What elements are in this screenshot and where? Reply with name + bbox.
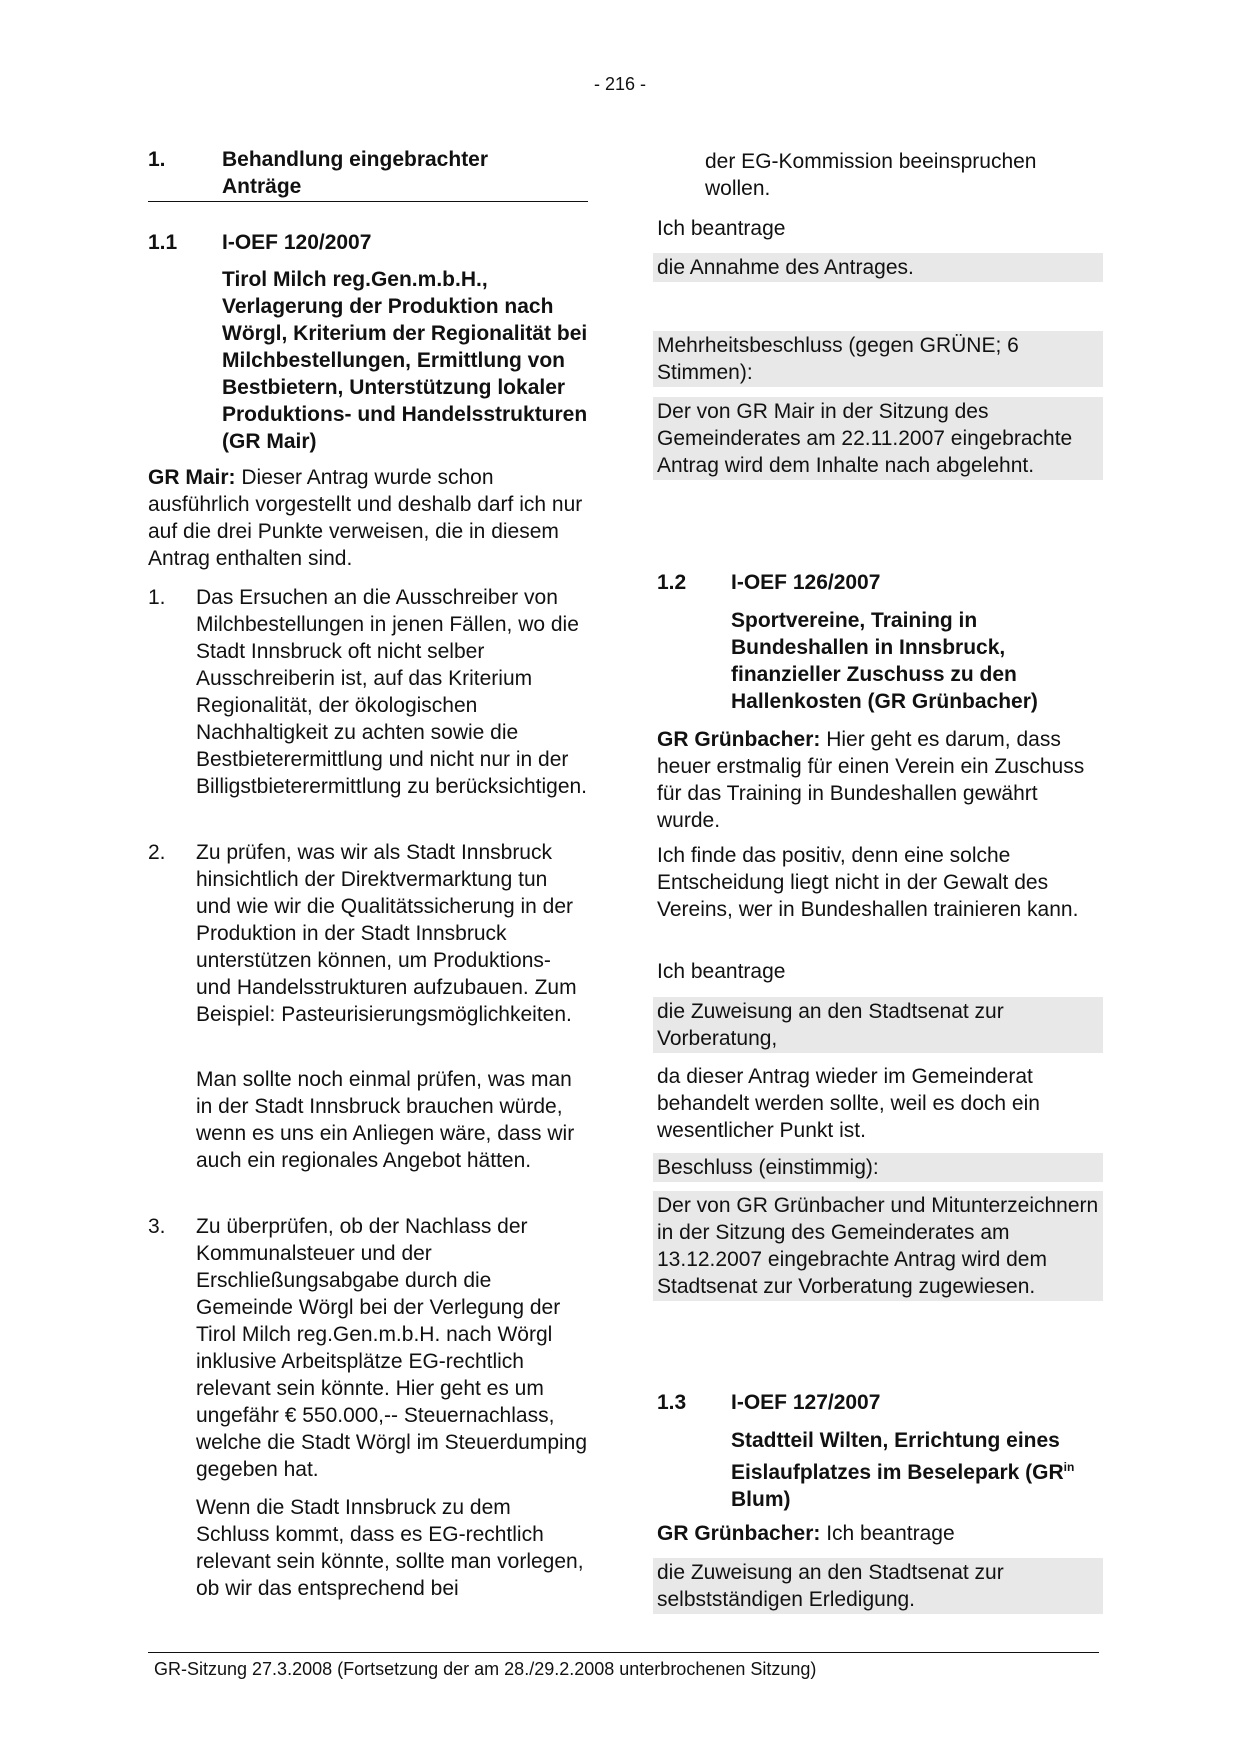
motion-text: die Zuweisung an den Stadtsenat zur selbstständigen Erledigung.	[653, 1558, 1103, 1614]
subsection-number: 1.3	[657, 1391, 687, 1414]
apply-text: Ich beantrage	[657, 960, 786, 983]
speech-paragraph: Ich finde das positiv, denn eine solche Entscheidung liegt nicht in der Gewalt des Vereins, wer in Bundeshallen trainieren kann.	[657, 844, 1079, 921]
intro-paragraph	[148, 464, 588, 572]
continued-text: der EG-Kommission beeinspruchen wollen.	[705, 150, 1037, 200]
apply-text: Ich beantrage	[657, 217, 786, 240]
list-number: 1.	[148, 586, 166, 609]
subsection-subject: Tirol Milch reg.Gen.m.b.H., Verlagerung der Produktion nach Wörgl, Kriterium der Regionalität bei Milchbestellungen, Ermittlung von Bestbietern, Unterstützung lokaler Produktions- und Handelsstrukturen (GR Mair)	[222, 268, 588, 453]
subsection-subject	[731, 1427, 1099, 1513]
decision-text: Der von GR Mair in der Sitzung des Gemeinderates am 22.11.2007 eingebrachte Antrag wird dem Inhalte nach abgelehnt.	[653, 397, 1103, 480]
intro-text: Dieser Antrag wurde schon ausführlich vorgestellt und deshalb darf ich nur auf die drei Punkte verweisen, die in diesem Antrag enthalten sind.	[148, 466, 583, 570]
list-item	[148, 839, 588, 1028]
subsection-number: 1.1	[148, 231, 178, 254]
speech-paragraph	[657, 1520, 1099, 1547]
list-item	[148, 584, 588, 800]
list-text: Zu überprüfen, ob der Nachlass der Kommunalsteuer und der Erschließungsabgabe durch die Gemeinde Wörgl bei der Verlegung der Tirol Milch reg.Gen.m.b.H. nach Wörgl inklusive Arbeitsplätze EG-rechtlich relevant sein könnte. Hier geht es um ungefähr € 550.000,-- Steuernachlass, welche die Stadt Wörgl im Steuerdumping gegeben hat.	[196, 1215, 588, 1481]
speech-text: Hier geht es darum, dass heuer erstmalig für einen Verein ein Zuschuss für das Training in Bundeshallen gewährt wurde.	[657, 728, 1085, 832]
list-number: 2.	[148, 841, 166, 864]
list-item	[148, 1494, 588, 1602]
subsection-subject: Sportvereine, Training in Bundeshallen in Innsbruck, finanzieller Zuschuss zu den Hallenkosten (GR Grünbacher)	[731, 609, 1038, 713]
footer-rule	[148, 1652, 1099, 1653]
decision-text: Der von GR Grünbacher und Mitunterzeichnern in der Sitzung des Gemeinderates am 13.12.2007 eingebrachte Antrag wird dem Stadtsenat zur Vorberatung zugewiesen.	[653, 1191, 1103, 1301]
page-number: - 216 -	[593, 74, 647, 94]
list-item	[148, 1213, 588, 1483]
reason-text: da dieser Antrag wieder im Gemeinderat behandelt werden sollte, weil es doch ein wesentlicher Punkt ist.	[657, 1065, 1040, 1142]
section-title: Behandlung eingebrachter Anträge	[222, 148, 489, 198]
subject-text: Stadtteil Wilten, Errichtung eines Eislaufplatzes im Beselepark (GR	[731, 1429, 1064, 1484]
section-number: 1.	[148, 148, 166, 171]
motion-text: die Zuweisung an den Stadtsenat zur Vorberatung,	[653, 997, 1103, 1053]
list-text: Zu prüfen, was wir als Stadt Innsbruck hinsichtlich der Direktvermarktung tun und wie wir die Qualitätssicherung in der Produktion in der Stadt Innsbruck unterstützen können, um Produktions- und Handelsstrukturen aufzubauen. Zum Beispiel: Pasteurisierungsmöglichkeiten.	[196, 841, 577, 1026]
speech-text: Ich beantrage	[826, 1522, 955, 1545]
list-text: Wenn die Stadt Innsbruck zu dem Schluss kommt, dass es EG-rechtlich relevant sein könnte, sollte man vorlegen, ob wir das entsprechend bei	[196, 1496, 584, 1600]
subsection-number: 1.2	[657, 571, 687, 594]
list-text: Man sollte noch einmal prüfen, was man in der Stadt Innsbruck brauchen würde, wenn es uns ein Anliegen wäre, dass wir auch ein regionales Angebot hätten.	[196, 1068, 575, 1172]
list-text: Das Ersuchen an die Ausschreiber von Milchbestellungen in jenen Fällen, wo die Stadt Innsbruck oft nicht selber Ausschreiberin ist, auf das Kriterium Regionalität, der ökologischen Nachhaltigkeit zu achten sowie die Bestbieterermittlung und nicht nur in der Billigstbieterermittlung zu berücksichtigen.	[196, 586, 588, 798]
speaker-name: GR Grünbacher:	[657, 728, 821, 751]
superscript: in	[1063, 1460, 1075, 1474]
subsection-code: I-OEF 120/2007	[222, 231, 372, 254]
list-item	[148, 1066, 588, 1174]
subsection-code: I-OEF 126/2007	[731, 571, 881, 594]
section-rule	[148, 201, 588, 202]
decision-heading: Beschluss (einstimmig):	[653, 1153, 1103, 1182]
speaker-name: GR Grünbacher:	[657, 1522, 821, 1545]
decision-heading: Mehrheitsbeschluss (gegen GRÜNE; 6 Stimmen):	[653, 331, 1103, 387]
speaker-name: GR Mair:	[148, 466, 236, 489]
subject-text: Blum)	[731, 1488, 791, 1511]
list-number: 3.	[148, 1215, 166, 1238]
speech-paragraph	[657, 726, 1099, 834]
subsection-code: I-OEF 127/2007	[731, 1391, 881, 1414]
footer: GR-Sitzung 27.3.2008 (Fortsetzung der am 28./29.2.2008 unterbrochenen Sitzung)	[154, 1659, 817, 1679]
motion-text: die Annahme des Antrages.	[653, 253, 1103, 282]
